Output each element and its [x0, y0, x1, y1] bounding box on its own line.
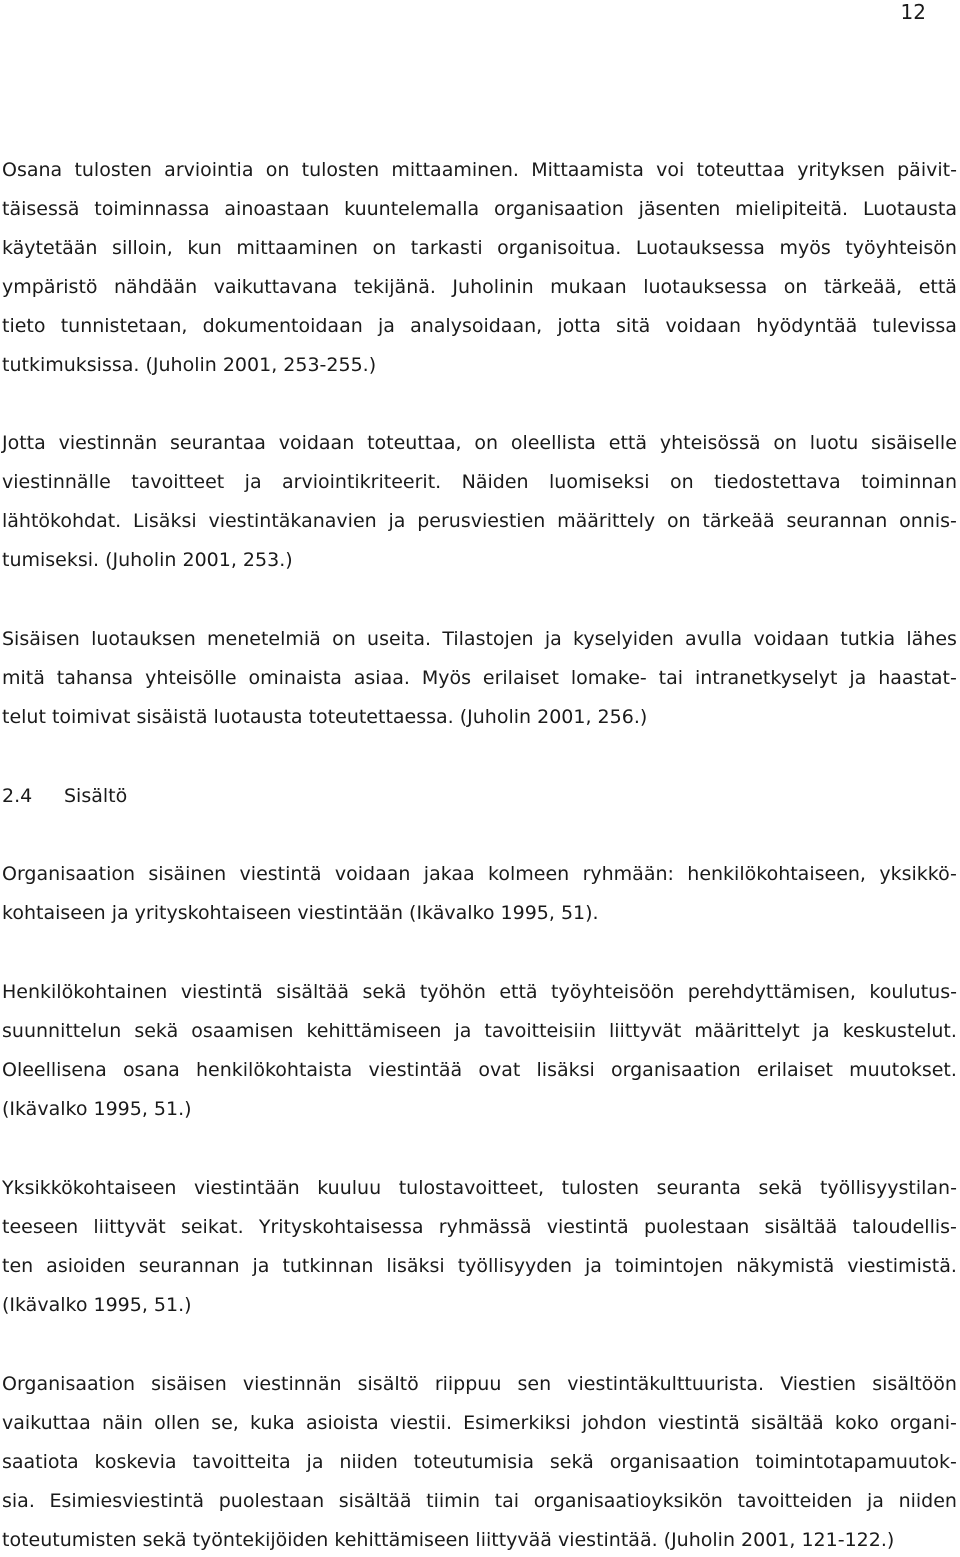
text-line: lähtökohdat. Lisäksi viestintäkanavien ja perusviestien määrittely on tärkeää seurannan onnis- [2, 510, 957, 532]
text-line: Henkilökohtainen viestintä sisältää sekä työhön että työyhteisöön perehdyttämisen, koulutus- [2, 981, 957, 1003]
text-line: (Ikävalko 1995, 51.) [2, 1098, 192, 1120]
section-number: 2.4 [2, 785, 33, 807]
text-line: saatiota koskevia tavoitteita ja niiden toteutumisia sekä organisaation toimintotapamuutok- [2, 1451, 957, 1473]
text-line: ympäristö nähdään vaikuttavana tekijänä. Juholinin mukaan luotauksessa on tärkeää, että [2, 276, 957, 298]
text-line: mitä tahansa yhteisölle ominaista asiaa. Myös erilaiset lomake- tai intranetkyselyt ja haastat- [2, 667, 957, 689]
text-line: suunnittelun sekä osaamisen kehittämiseen ja tavoitteisiin liittyvät määrittelyt ja keskustelut. [2, 1020, 957, 1042]
text-line: sia. Esimiesviestintä puolestaan sisältää tiimin tai organisaatioyksikön tavoitteiden ja niiden [2, 1490, 957, 1512]
text-line: vaikuttaa näin ollen se, kuka asioista viestii. Esimerkiksi johdon viestintä sisältää koko organi- [2, 1412, 957, 1434]
text-line: Organisaation sisäisen viestinnän sisältö riippuu sen viestintäkulttuurista. Viestien sisältöön [2, 1373, 957, 1395]
text-line: Sisäisen luotauksen menetelmiä on useita. Tilastojen ja kyselyiden avulla voidaan tutkia lähes [2, 628, 957, 650]
text-line: toteutumisten sekä työntekijöiden kehittämiseen liittyvää viestintää. (Juholin 2001, 121-122.) [2, 1529, 895, 1551]
text-line: kohtaiseen ja yrityskohtaiseen viestintään (Ikävalko 1995, 51). [2, 902, 599, 924]
text-line: ten asioiden seurannan ja tutkinnan lisäksi työllisyyden ja toimintojen näkymistä viestimistä. [2, 1255, 957, 1277]
text-line: tutkimuksissa. (Juholin 2001, 253-255.) [2, 354, 377, 376]
text-line: käytetään silloin, kun mittaaminen on tarkasti organisoitua. Luotauksessa myös työyhteisön [2, 237, 957, 259]
section-title: Sisältö [64, 785, 128, 807]
text-line: tumiseksi. (Juholin 2001, 253.) [2, 549, 293, 571]
text-line: Organisaation sisäinen viestintä voidaan jakaa kolmeen ryhmään: henkilökohtaiseen, yksikkö- [2, 863, 957, 885]
page-number: 12 [900, 0, 926, 24]
text-line: (Ikävalko 1995, 51.) [2, 1294, 192, 1316]
text-line: täisessä toiminnassa ainoastaan kuuntelemalla organisaation jäsenten mielipiteitä. Luotausta [2, 198, 957, 220]
text-line: teeseen liittyvät seikat. Yrityskohtaisessa ryhmässä viestintä puolestaan sisältää taloudellis- [2, 1216, 957, 1238]
text-line: Jotta viestinnän seurantaa voidaan toteuttaa, on oleellista että yhteisössä on luotu sisäiselle [2, 432, 957, 454]
section-heading [2, 784, 127, 808]
text-line: Osana tulosten arviointia on tulosten mittaaminen. Mittaamista voi toteuttaa yrityksen päivit- [2, 159, 957, 181]
text-line: viestinnälle tavoitteet ja arviointikriteerit. Näiden luomiseksi on tiedostettava toiminnan [2, 471, 957, 493]
text-line: Yksikkökohtaiseen viestintään kuuluu tulostavoitteet, tulosten seuranta sekä työllisyystilan- [2, 1177, 957, 1199]
text-line: tieto tunnistetaan, dokumentoidaan ja analysoidaan, jotta sitä voidaan hyödyntää tulevissa [2, 315, 957, 337]
text-line: telut toimivat sisäistä luotausta toteutettaessa. (Juholin 2001, 256.) [2, 706, 648, 728]
text-line: Oleellisena osana henkilökohtaista viestintää ovat lisäksi organisaation erilaiset muutokset. [2, 1059, 957, 1081]
